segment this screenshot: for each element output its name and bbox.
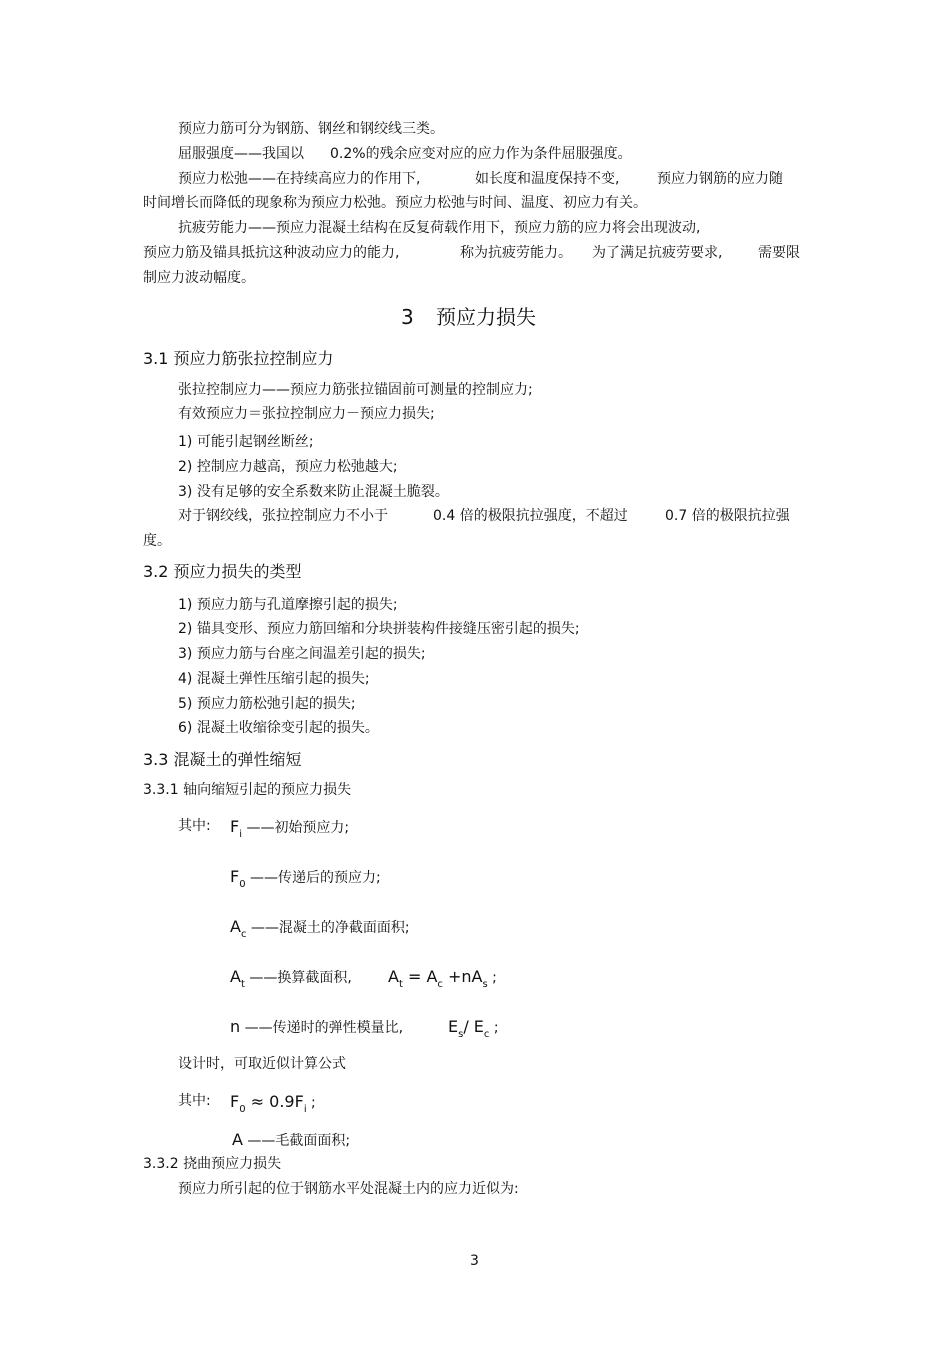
symbol-a: A <box>230 967 241 986</box>
page-number: 3 <box>470 1253 479 1269</box>
eq-sub-t: t <box>398 979 403 990</box>
intro-paragraph-1: 预应力筋可分为钢筋、钢丝和钢绞线三类。 <box>178 121 444 137</box>
eq-sub-c: c <box>437 979 443 990</box>
section-3-3-2-heading: 3.3.2 挠曲预应力损失 <box>143 1156 282 1172</box>
approx-sub-i: i <box>303 1104 307 1115</box>
s31-line-3c: 0.7 倍的极限抗拉强 <box>665 508 790 524</box>
ratio-sub-c: c <box>483 1029 490 1040</box>
intro-paragraph-4c: 称为抗疲劳能力。 <box>460 245 572 261</box>
s332-text: 预应力所引起的位于钢筋水平处混凝土内的应力近似为: <box>178 1181 519 1197</box>
ratio-end: ; <box>489 1020 499 1036</box>
f0-description: ——传递后的预应力; <box>250 870 381 886</box>
s31-item-3: 3) 没有足够的安全系数来防止混凝土脆裂。 <box>178 484 449 500</box>
subscript-t: t <box>240 979 245 990</box>
design-note: 设计时，可取近似计算公式 <box>178 1056 346 1072</box>
approx-eq: ≈ 0.9F <box>245 1092 304 1111</box>
eq-equals-ac: = A <box>402 967 438 986</box>
symbol-a: A <box>232 1130 243 1149</box>
a-description: ——毛截面面积; <box>247 1133 351 1149</box>
s32-item-2: 2) 锚具变形、预应力筋回缩和分块拼装构件接缝压密引起的损失; <box>178 621 580 637</box>
s31-item-1: 1) 可能引起钢丝断丝; <box>178 434 314 450</box>
subscript-i: i <box>239 829 242 840</box>
s31-line-3d: 度。 <box>143 533 171 549</box>
eq-a: A <box>388 967 399 986</box>
section-3-3-1-heading: 3.3.1 轴向缩短引起的预应力损失 <box>143 782 352 798</box>
equation-at <box>388 968 497 989</box>
intro-paragraph-2a: 屈服强度——我国以 <box>178 146 304 162</box>
intro-paragraph-4e: 需要限 <box>758 245 800 261</box>
intro-paragraph-3c: 预应力钢筋的应力随 <box>657 171 783 187</box>
subscript-0: 0 <box>239 879 246 890</box>
symbol-a: A <box>230 917 241 936</box>
section-3-2-heading: 3.2 预应力损失的类型 <box>143 562 302 581</box>
ratio-sub-s: s <box>458 1029 464 1040</box>
s32-item-1: 1) 预应力筋与孔道摩擦引起的损失; <box>178 597 398 613</box>
formula-f0 <box>230 868 381 889</box>
symbol-f: F <box>230 867 240 886</box>
s32-item-3: 3) 预应力筋与台座之间温差引起的损失; <box>178 646 426 662</box>
where-label-2: 其中: <box>178 1093 211 1109</box>
fi-description: ——初始预应力; <box>246 820 350 836</box>
at-description: ——换算截面积, <box>249 970 352 986</box>
approx-formula <box>230 1093 316 1114</box>
s32-item-6: 6) 混凝土收缩徐变引起的损失。 <box>178 720 379 736</box>
eq-end: ; <box>487 970 497 986</box>
intro-paragraph-3d: 时间增长而降低的现象称为预应力松弛。预应力松弛与时间、温度、初应力有关。 <box>143 195 647 211</box>
chapter-title: 预应力损失 <box>436 305 536 329</box>
eq-sub-s: s <box>482 979 488 990</box>
ratio-mid: / E <box>463 1017 484 1036</box>
intro-paragraph-4f: 制应力波动幅度。 <box>143 270 255 286</box>
s32-item-4: 4) 混凝土弹性压缩引起的损失; <box>178 671 370 687</box>
eq-plus-nas: +nA <box>442 967 483 986</box>
formula-a <box>232 1131 350 1150</box>
ac-description: ——混凝土的净截面面积; <box>250 920 410 936</box>
formula-n <box>230 1018 403 1037</box>
intro-paragraph-3a: 预应力松弛——在持续高应力的作用下, <box>178 171 421 187</box>
ratio-e1: E <box>448 1017 459 1036</box>
subscript-c: c <box>240 929 247 940</box>
symbol-n: n <box>230 1017 241 1036</box>
s31-line-3b: 0.4 倍的极限抗拉强度，不超过 <box>433 508 628 524</box>
intro-paragraph-2b: 0.2%的残余应变对应的应力作为条件屈服强度。 <box>330 146 632 162</box>
intro-paragraph-4d: 为了满足抗疲劳要求, <box>592 245 723 261</box>
s31-item-2: 2) 控制应力越高，预应力松弛越大; <box>178 459 398 475</box>
n-description: ——传递时的弹性模量比, <box>244 1020 404 1036</box>
where-label: 其中: <box>178 818 211 834</box>
chapter-number: 3 <box>401 305 414 329</box>
s31-line-3a: 对于钢绞线，张拉控制应力不小于 <box>178 508 388 524</box>
intro-paragraph-4a: 抗疲劳能力——预应力混凝土结构在反复荷载作用下，预应力筋的应力将会出现波动, <box>178 220 701 236</box>
intro-paragraph-3b: 如长度和温度保持不变, <box>475 171 620 187</box>
formula-at <box>230 968 352 989</box>
s32-item-5: 5) 预应力筋松弛引起的损失; <box>178 696 356 712</box>
section-3-1-heading: 3.1 预应力筋张拉控制应力 <box>143 349 334 368</box>
section-3-3-heading: 3.3 混凝土的弹性缩短 <box>143 750 302 769</box>
approx-sub-0: 0 <box>239 1104 246 1115</box>
s31-line-1: 张拉控制应力——预应力筋张拉锚固前可测量的控制应力; <box>178 382 533 398</box>
formula-fi <box>230 818 349 839</box>
intro-paragraph-4b: 预应力筋及锚具抵抗这种波动应力的能力, <box>143 245 400 261</box>
approx-end: ; <box>306 1095 316 1111</box>
symbol-f: F <box>230 817 240 836</box>
formula-ac <box>230 918 410 939</box>
s31-line-2: 有效预应力＝张拉控制应力－预应力损失; <box>178 406 435 422</box>
ratio-es-ec <box>448 1018 499 1039</box>
approx-f: F <box>230 1092 240 1111</box>
